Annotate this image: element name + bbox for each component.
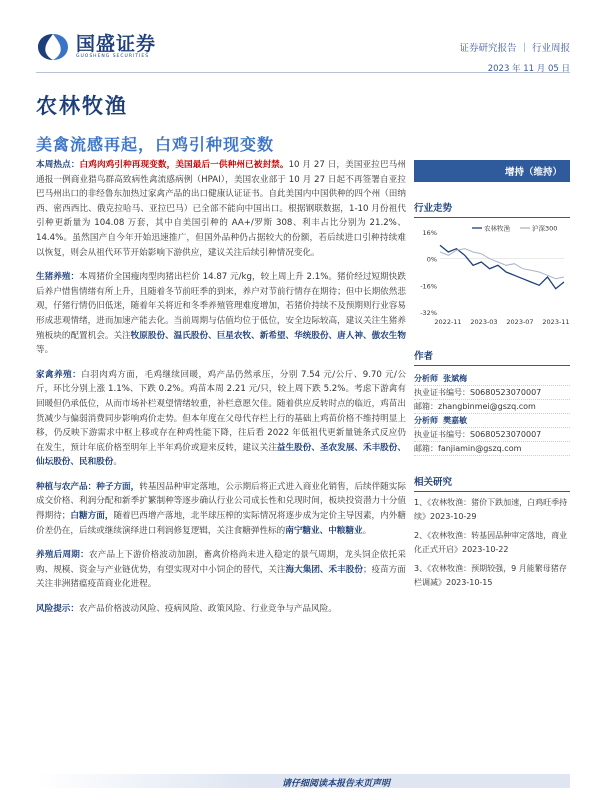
sidebar	[414, 158, 570, 595]
risk-text: 农产品价格波动风险、疫病风险、政策风险、行业竞争与产品风险。	[78, 604, 337, 615]
paragraph-poultry	[36, 368, 406, 470]
post-cycle-text: 农产品上下游价格波动加剧，畜禽价格尚未进入稳定的景气周期，龙头饲企依托采购、规模、资金与产业链优势，有望实现对中小饲企的替代，关注	[36, 550, 406, 575]
planting-stocks: 南宁糖业、中粮糖业	[285, 525, 363, 536]
hog-end: 等。	[36, 345, 54, 356]
report-header	[0, 0, 600, 72]
hotspot-text: 10 月 27 日，美国亚拉巴马州通报一例商业猎鸟群高致病性禽流感病例（HPAI），美国农业部于 10 月 27 日起不再签署自亚拉巴马州出口的非经鲁东加热过家禽产品的出口健康认证证书。自此美国内中国供种的四个州（田纳西、密西西比、俄克拉哈马、亚拉巴马）已全部不能向中国出口。根据钢联数据，1-10 月份祖代引种更新量为 104.08 万套，其中自美国引种的 AA+/罗斯 308、利丰占比分别为 21.2%、14.4%。虽然国产自今年开始迅速推广，但国外品种仍占据较大的份额，若后续进口引种持续难以恢复，则会从祖代环节开始影响下游供应，建议关注后续引种情况变化。	[36, 160, 406, 258]
analyst-2-mail[interactable]: fanjiamin@gszq.com	[438, 444, 522, 453]
series-line-hs300	[440, 249, 564, 279]
logo-name: 国盛证券	[76, 33, 157, 55]
analyst-2-name-row	[414, 414, 570, 428]
main-body	[36, 158, 406, 627]
trend-chart-svg	[414, 222, 570, 330]
logo-name-en: GUOSHENG SECURITIES	[76, 54, 150, 59]
analyst-1-mail[interactable]: zhangbinmei@gszq.com	[438, 402, 536, 411]
rating-badge: 增持（维持）	[414, 160, 570, 182]
analyst-2-cert-label: 执业证书编号：	[414, 430, 470, 439]
related-item[interactable]: 3、《农林牧渔：预期较强，9 月能繁母猪存栏调减》2023-10-15	[414, 564, 567, 587]
planting-lead2: 白糖方面，	[70, 511, 114, 522]
related-section-title: 相关研究	[414, 474, 570, 492]
analyst-2-title: 分析师	[414, 416, 438, 425]
analyst-list	[414, 372, 570, 456]
x-tick-label: 2022-11	[434, 318, 462, 326]
paragraph-planting	[36, 480, 406, 538]
analyst-2-mail-label: 邮箱：	[414, 444, 438, 453]
analyst-2-mail-row	[414, 442, 570, 456]
hog-text: 本周猪价全国瘦肉型肉猪出栏价 14.87 元/kg，较上周上升 2.1%。猪价经过短期快跌后养户惜售情绪有所上升，且随着冬节前旺季的到来，养户对节前行情存在期待；但中长期依然悲观，仔猪行情仍旧低迷，随着年关将近和冬季养殖管理难度增加，若猪价持续不及预期则行业容易形成悲观情绪，进而加速产能去化。当前周期与估值均位于低位，安全边际较高，建议关注生猪养殖板块的配置机会。关注	[36, 272, 406, 341]
paragraph-risk	[36, 602, 406, 617]
poultry-stocks: 益生股份、圣农发展、禾丰股份、仙坛股份、民和股份	[36, 442, 406, 468]
analyst-1-mail-row	[414, 400, 570, 414]
planting-end: 。	[362, 525, 372, 536]
analyst-section-title: 作者	[414, 348, 570, 366]
analyst-2-cert-row	[414, 428, 570, 442]
header-divider	[36, 72, 570, 73]
analyst-2-cert: S0680523070007	[470, 430, 542, 439]
related-list	[414, 496, 570, 589]
poultry-end: 。	[113, 457, 122, 468]
hotspot-lead: 白鸡肉鸡引种再现变数，美国最后一供种州已被封禁。	[79, 160, 289, 170]
risk-label: 风险提示：	[36, 604, 79, 615]
planting-text: 转基因品种审定落地，公示期后将正式进入商业化销售，后续伴随实际成交价格、利润分配和新季扩繁制种等逐步确认行业公司成长性和兑现时间，板块投资潜力十分值得期待；	[36, 481, 406, 522]
x-tick-label: 2023-11	[542, 318, 570, 326]
industry-name: 农林牧渔	[36, 94, 128, 118]
analyst-1-cert-label: 执业证书编号：	[414, 388, 470, 397]
chart-section-title: 行业走势	[414, 200, 570, 218]
analyst-2-name: 樊嘉敏	[443, 416, 468, 425]
paragraph-hotspot	[36, 158, 406, 260]
planting-lead: 种子方面，	[96, 481, 140, 492]
hog-label: 生猪养殖：	[36, 272, 80, 283]
page-footer	[0, 774, 600, 800]
company-logo	[36, 32, 156, 62]
related-item[interactable]: 1、《农林牧渔：猪价下跌加速，白鸡旺季持续》2023-10-29	[414, 498, 568, 521]
y-tick-label: 16%	[422, 229, 437, 237]
analyst-1-name-row	[414, 372, 570, 386]
planting-text2: 随着巴西增产落地，北半球压榨的实际情况将逐步成为定价主导因素，内外糖价差仍在，后续或继续演绎进口利润修复逻辑，关注食糖弹性标的	[36, 511, 406, 536]
analyst-1-cert-row	[414, 386, 570, 400]
related-item[interactable]: 2、《农林牧渔：转基因品种审定落地，商业化正式开启》2023-10-22	[414, 531, 568, 554]
paragraph-hog	[36, 270, 406, 358]
analyst-1-mail-label: 邮箱：	[414, 402, 438, 411]
footer-disclaimer: 请仔细阅读本报告末页声明	[281, 779, 390, 789]
hotspot-label: 本周热点：	[36, 160, 80, 170]
paragraph-post-cycle	[36, 548, 406, 592]
legend-label: 沪深300	[532, 224, 558, 233]
post-cycle-label: 养殖后周期：	[36, 550, 89, 561]
analyst-1-cert: S0680523070007	[470, 388, 542, 397]
analyst-1-name: 张斌梅	[443, 374, 468, 383]
poultry-label: 家禽养殖：	[36, 369, 82, 380]
y-tick-label: 0%	[426, 255, 437, 264]
y-tick-label: -16%	[420, 282, 437, 291]
planting-label: 种植与农产品：	[36, 481, 97, 492]
hog-stocks: 牧原股份、温氏股份、巨星农牧、新希望、华统股份、唐人神、傲农生物	[130, 330, 406, 341]
x-tick-label: 2023-07	[506, 318, 534, 326]
analyst-1-title: 分析师	[414, 374, 438, 383]
series-line-agri	[440, 245, 564, 288]
report-title: 美禽流感再起，白鸡引种现变数	[36, 135, 275, 154]
trend-chart	[414, 222, 570, 330]
report-type: 证券研究报告 ｜ 行业周报	[459, 43, 570, 54]
report-date: 2023 年 11 月 05 日	[487, 64, 570, 74]
y-tick-label: -32%	[420, 309, 437, 317]
post-cycle-text2: ；疫苗方面关注非洲猪瘟疫苗商业化进程。	[36, 564, 406, 590]
legend-label: 农林牧渔	[484, 224, 510, 233]
post-cycle-stocks: 海大集团、禾丰股份	[285, 564, 363, 575]
poultry-text: 白羽肉鸡方面，毛鸡继续回暖，鸡产品仍然承压，分别 7.54 元/公斤、9.70 元/公斤，环比分别上涨 1.1%、下跌 0.2%。鸡苗本周 2.21 元/只，较上周下跌 5.2%。考虑下游禽有回暖但仍承低位，从而市场补栏观望情绪较重，补栏意愿欠佳。随着供应反转时点的临近，鸡苗出货减少与偏弱消费同步影响鸡价走势。但本年度在父母代存栏上行的基础上鸡苗价格不维持明显上移，仍反映下游需求中枢上移或存在种鸡性能下降，往后看 2022 年低祖代更新量链条式反应仍在发生，预计年底价格至明年上半年鸡价或迎来反转，建议关注	[36, 369, 406, 453]
logo-icon	[36, 32, 70, 62]
x-tick-label: 2023-03	[470, 318, 498, 326]
